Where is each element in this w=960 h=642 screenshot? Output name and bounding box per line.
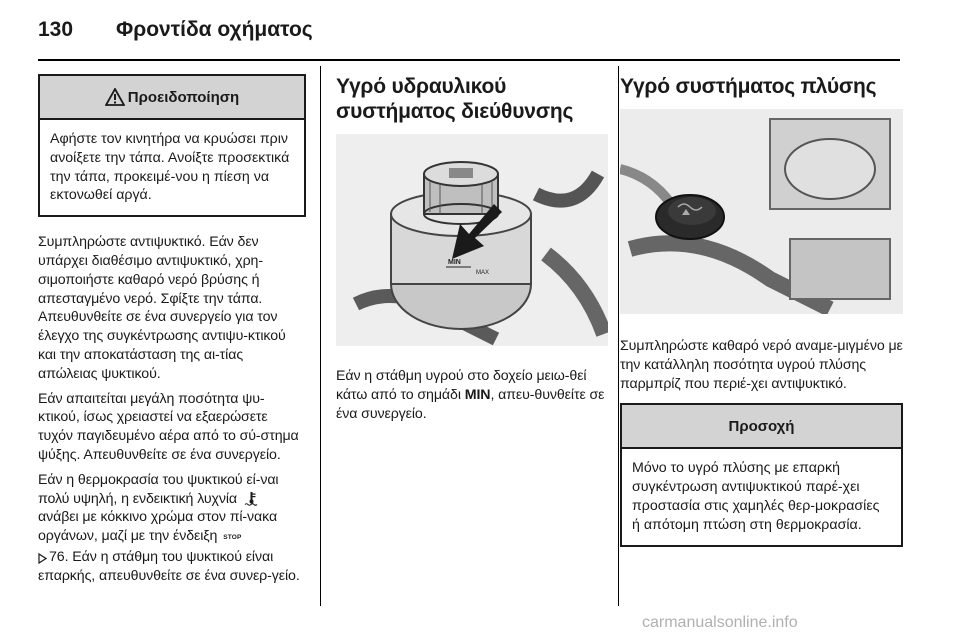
power-steering-heading: Υγρό υδραυλικού συστήματος διεύθυνσης	[336, 75, 574, 123]
column-coolant	[38, 70, 306, 592]
coolant-para-3-part-1: Εάν η θερμοκρασία του ψυκτικού εί-ναι πολύ υψηλή, η ενδεικτική λυχνία	[38, 471, 279, 507]
page-title: Φροντίδα οχήματος	[116, 18, 313, 41]
page-reference-icon	[38, 553, 47, 564]
reservoir-min-mark: MIN	[448, 259, 461, 266]
page-reference-link[interactable]: 76	[49, 548, 65, 565]
coolant-para-3-part-3: . Εάν η στάθμη του ψυκτικού είναι επαρκής, απευθυνθείτε σε ένα συνερ-γείο.	[38, 548, 300, 584]
washer-fluid-para: Συμπληρώστε καθαρό νερό αναμε-μιγμένο με την κατάλληλη ποσότητα υγρού πλύσης παρμπρίζ που περιέ-χει αντιψυκτικό.	[620, 338, 903, 392]
coolant-para-1: Συμπληρώστε αντιψυκτικό. Εάν δεν υπάρχει διαθέσιμο αντιψυκτικό, χρη-σιμοποιήστε καθαρό νερό βρύσης ή απεσταγμένο νερό. Σφίξτε την τάπα. Απευθυνθείτε σε ένα συνεργείο για τον έλεγχο της συγκέντρωσης αντιψυ-κτικού και την αποκατάσταση της αι-τίας απώλειας ψυκτικού.	[38, 234, 286, 382]
reservoir-max-mark: MAX	[476, 270, 490, 276]
page-number: 130	[38, 18, 74, 41]
header-rule	[38, 59, 900, 61]
caption-min-label: MIN	[464, 386, 491, 403]
caution-header	[622, 405, 901, 449]
caution-box	[620, 403, 903, 546]
coolant-para-3	[38, 471, 306, 586]
warning-title: Προειδοποίηση	[127, 88, 240, 106]
coolant-temperature-icon	[244, 491, 259, 506]
stop-indicator-label: STOP	[223, 534, 242, 542]
coolant-para-2: Εάν απαιτείται μεγάλη ποσότητα ψυ-κτικού, ίσως χρειαστεί να εξαερώσετε τυχόν παγιδευμένο αέρα από το σύ-στημα ψύξης. Απευθυνθείτε σε ένα συνεργείο.	[38, 390, 299, 463]
caution-text: Μόνο το υγρό πλύσης με επαρκή συγκέντρωση αντιψυκτικού παρέ-χει προστασία στις χαμηλές θερ-μοκρασίες ή απότομη πτώση στη θερμοκρασία.	[632, 460, 880, 533]
warning-box	[38, 74, 306, 217]
caution-title: Προσοχή	[728, 417, 795, 435]
column-washer-fluid	[620, 70, 903, 563]
caption-text-2: , απευ-θυνθείτε σε ένα συνεργείο.	[336, 386, 605, 422]
coolant-para-3-part-2: ανάβει με κόκκινο χρώμα στον πί-νακα οργάνων, μαζί με την ένδειξη	[38, 509, 278, 545]
washer-fluid-reservoir-photo	[620, 109, 903, 314]
column-divider	[320, 66, 321, 606]
power-steering-reservoir-photo	[336, 134, 608, 346]
column-divider	[618, 66, 619, 606]
power-steering-caption	[336, 367, 608, 423]
washer-fluid-heading: Υγρό συστήματος πλύσης	[620, 75, 877, 98]
watermark: carmanualsonline.info	[642, 614, 798, 631]
warning-text: Αφήστε τον κινητήρα να κρυώσει πριν ανοίξετε την τάπα. Ανοίξτε προσεκτικά την τάπα, προκειμέ-νου η πίεση να εκτονωθεί αργά.	[50, 131, 290, 204]
column-power-steering	[336, 70, 608, 429]
caption-text-1: Εάν η στάθμη υγρού στο δοχείο μειω-θεί κάτω από το σημάδι	[336, 368, 587, 403]
warning-triangle-icon	[105, 88, 125, 106]
warning-header	[40, 76, 304, 120]
